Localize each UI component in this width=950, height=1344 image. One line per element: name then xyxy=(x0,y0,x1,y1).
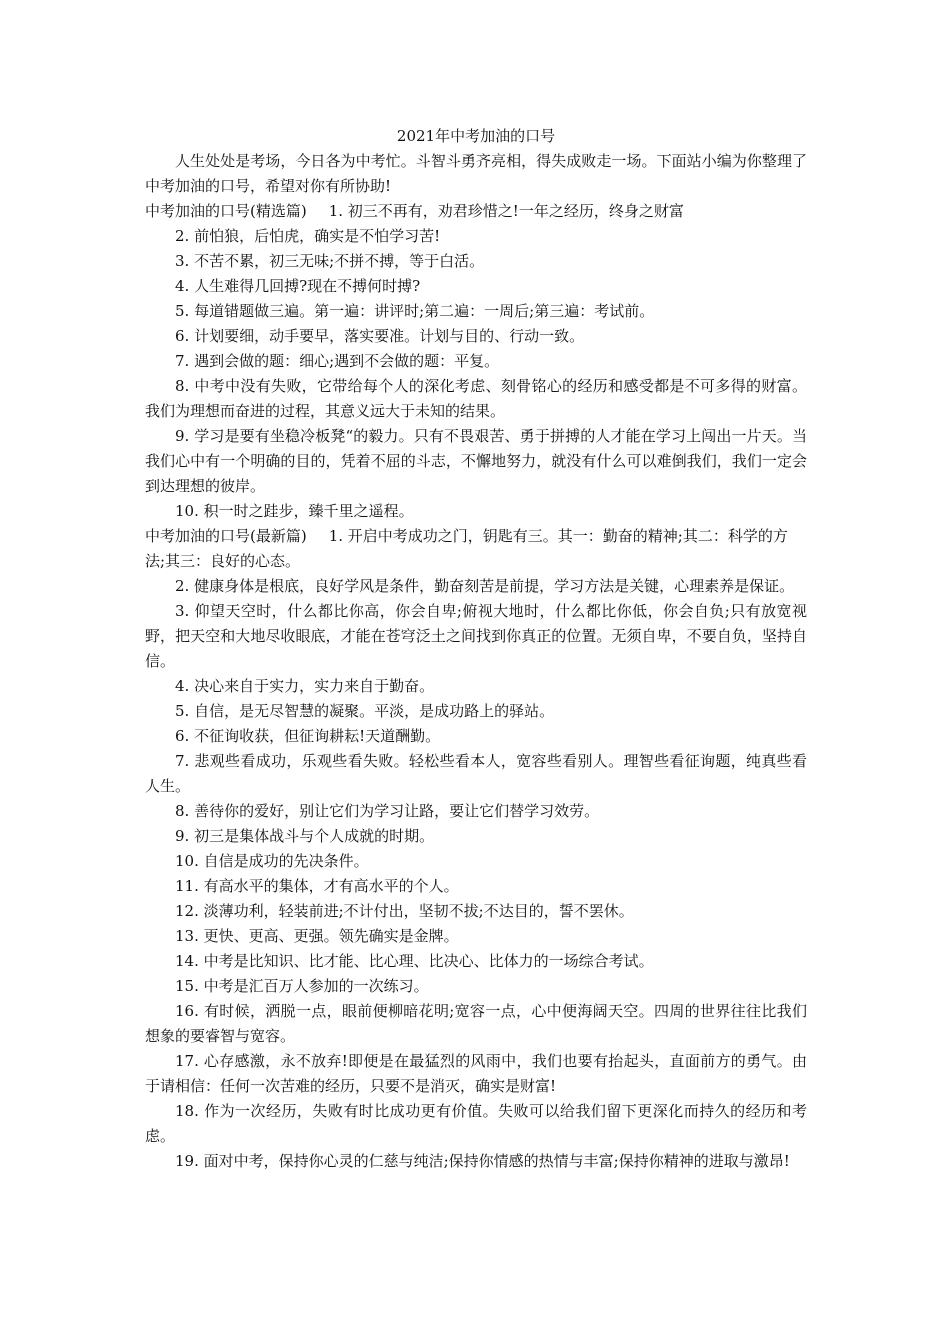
list-item: 5. 每道错题做三遍。第一遍：讲评时;第二遍：一周后;第三遍：考试前。 xyxy=(175,302,655,320)
list-item: 5. 自信，是无尽智慧的凝聚。平淡，是成功路上的驿站。 xyxy=(175,702,555,720)
section1-list xyxy=(145,224,807,524)
list-item: 3. 不苦不累，初三无味;不拼不搏，等于白活。 xyxy=(175,252,485,270)
list-item: 14. 中考是比知识、比才能、比心理、比决心、比体力的一场综合考试。 xyxy=(175,952,654,970)
list-item: 19. 面对中考，保持你心灵的仁慈与纯洁;保持你情感的热情与丰富;保持你精神的进取与激昂! xyxy=(175,1152,790,1170)
list-item: 8. 善待你的爱好，别让它们为学习让路，要让它们替学习效劳。 xyxy=(175,802,600,820)
section1-heading: 中考加油的口号(精选篇) xyxy=(145,202,307,220)
section1-heading-line xyxy=(145,199,807,224)
list-item: 18. 作为一次经历，失败有时比成功更有价值。失败可以给我们留下更深化而持久的经历和考虑。 xyxy=(145,1102,807,1145)
document-page xyxy=(145,124,807,1174)
list-item: 6. 计划要细，动手要早，落实要准。计划与目的、行动一致。 xyxy=(175,327,585,345)
list-item: 12. 淡薄功利，轻装前进;不计付出，坚韧不拔;不达目的，誓不罢休。 xyxy=(175,902,634,920)
list-item: 15. 中考是汇百万人参加的一次练习。 xyxy=(175,977,429,995)
section2-first-item: 1. 开启中考成功之门，钥匙有三。其一：勤奋的精神;其二：科学的方法;其三：良好的心态。 xyxy=(145,527,788,570)
list-item: 3. 仰望天空时，什么都比你高，你会自卑;俯视大地时，什么都比你低，你会自负;只有放宽视野，把天空和大地尽收眼底，才能在苍穹泛土之间找到你真正的位置。无须自卑，不要自负，坚持自信。 xyxy=(145,602,807,670)
list-item: 2. 健康身体是根底，良好学风是条件，勤奋刻苦是前提，学习方法是关键，心理素养是保证。 xyxy=(175,577,795,595)
section2-heading-line xyxy=(145,524,807,574)
list-item: 11. 有高水平的集体，才有高水平的个人。 xyxy=(175,877,459,895)
list-item: 13. 更快、更高、更强。领先确实是金牌。 xyxy=(175,927,459,945)
list-item: 8. 中考中没有失败，它带给每个人的深化考虑、刻骨铭心的经历和感受都是不可多得的财富。我们为理想而奋进的过程，其意义远大于未知的结果。 xyxy=(145,377,807,420)
list-item: 7. 悲观些看成功，乐观些看失败。轻松些看本人，宽容些看别人。理智些看征询题，纯真些看人生。 xyxy=(145,752,807,795)
list-item: 17. 心存感激，永不放弃!即便是在最猛烈的风雨中，我们也要有抬起头，直面前方的勇气。由于请相信：任何一次苦难的经历，只要不是消灭，确实是财富! xyxy=(145,1052,807,1095)
section2-list xyxy=(145,574,807,1174)
intro-paragraph: 人生处处是考场，今日各为中考忙。斗智斗勇齐亮相，得失成败走一场。下面站小编为你整理了中考加油的口号，希望对你有所协助! xyxy=(145,152,807,195)
list-item: 2. 前怕狼，后怕虎，确实是不怕学习苦! xyxy=(175,227,441,245)
document-title: 2021年中考加油的口号 xyxy=(396,127,556,145)
section1-first-item: 1. 初三不再有，劝君珍惜之!一年之经历，终身之财富 xyxy=(328,202,684,220)
list-item: 10. 积一时之跬步，臻千里之遥程。 xyxy=(175,502,414,520)
list-item: 7. 遇到会做的题：细心;遇到不会做的题：平复。 xyxy=(175,352,500,370)
section2-heading: 中考加油的口号(最新篇) xyxy=(145,527,307,545)
list-item: 6. 不征询收获，但征询耕耘!天道酬勤。 xyxy=(175,727,441,745)
list-item: 4. 决心来自于实力，实力来自于勤奋。 xyxy=(175,677,435,695)
list-item: 16. 有时候，洒脱一点，眼前便柳暗花明;宽容一点，心中便海阔天空。四周的世界往往比我们想象的要睿智与宽容。 xyxy=(145,1002,807,1045)
list-item: 9. 初三是集体战斗与个人成就的时期。 xyxy=(175,827,435,845)
list-item: 10. 自信是成功的先决条件。 xyxy=(175,852,369,870)
list-item: 4. 人生难得几回搏?现在不搏何时搏? xyxy=(175,277,421,295)
list-item: 9. 学习是要有坐稳冷板凳“的毅力。只有不畏艰苦、勇于拼搏的人才能在学习上闯出一片天。当我们心中有一个明确的目的，凭着不屈的斗志，不懈地努力，就没有什么可以难倒我们，我们一定会到达理想的彼岸。 xyxy=(145,427,807,495)
